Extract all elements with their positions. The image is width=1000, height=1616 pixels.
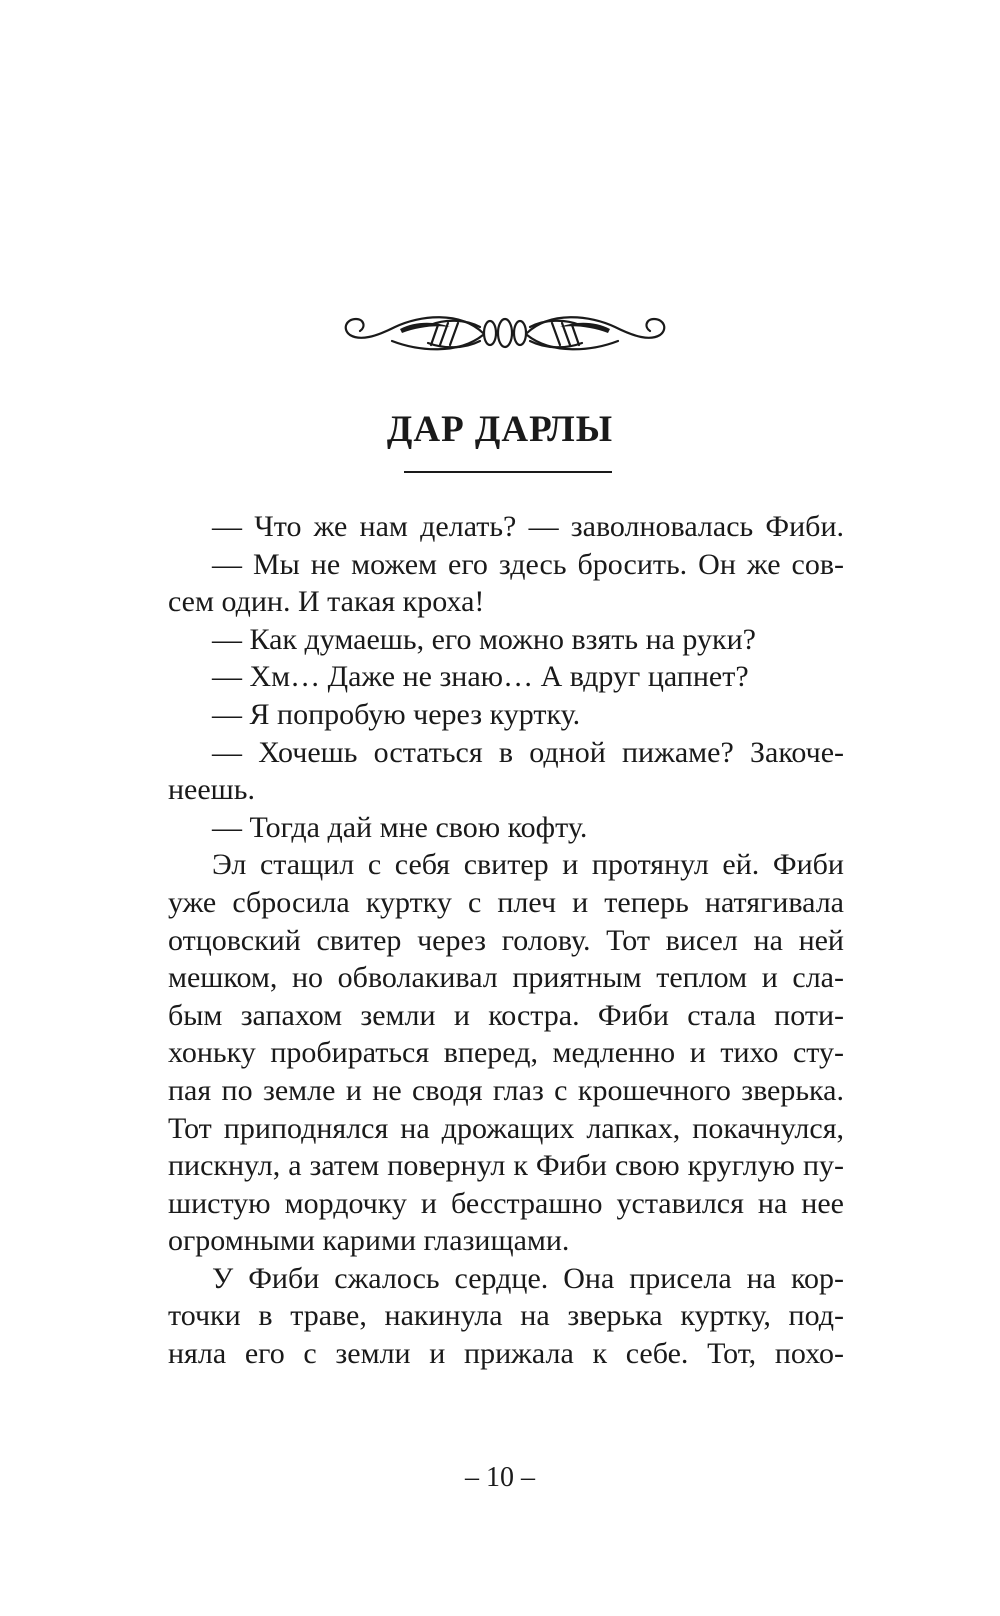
text-line: — Мы не можем его здесь бросить. Он же сов-	[212, 547, 844, 581]
text-line: — Я попробую через куртку.	[212, 697, 581, 731]
ornament-divider-icon	[340, 305, 670, 365]
text-line: шистую мордочку и бесстрашно уставился на нее	[168, 1186, 844, 1220]
text-line: бым запахом земли и костра. Фиби стала поти-	[168, 998, 844, 1032]
text-line: пая по земле и не сводя глаз с крошечного зверька.	[168, 1073, 844, 1107]
text-line: — Как думаешь, его можно взять на руки?	[212, 622, 756, 656]
text-line: — Тогда дай мне свою кофту.	[212, 810, 588, 844]
text-line: няла его с земли и прижала к себе. Тот, похо-	[168, 1337, 844, 1371]
text-line: мешком, но обволакивал приятным теплом и сла-	[168, 961, 844, 995]
text-line: пискнул, а затем повернул к Фиби свою круглую пу-	[168, 1149, 844, 1183]
text-line: отцовский свитер через голову. Тот висел на ней	[168, 923, 844, 957]
text-line: огромными карими глазищами.	[168, 1224, 570, 1258]
text-line: точки в траве, накинула на зверька куртку, под-	[168, 1299, 844, 1333]
text-line: — Хм… Даже не знаю… А вдруг цапнет?	[212, 660, 749, 694]
text-line: хоньку пробираться вперед, медленно и тихо сту-	[168, 1036, 844, 1070]
text-line: сем один. И такая кроха!	[168, 585, 485, 619]
text-line: Тот приподнялся на дрожащих лапках, покачнулся,	[168, 1111, 844, 1145]
text-line: — Что же нам делать? — заволновалась Фиби.	[212, 510, 844, 543]
body-text	[168, 508, 844, 1373]
text-line: — Хочешь остаться в одной пижаме? Закоче-	[212, 735, 844, 769]
text-line: уже сбросила куртку с плеч и теперь натягивала	[168, 885, 844, 919]
title-underline	[404, 471, 612, 473]
page-number: – 10 –	[465, 1462, 535, 1493]
text-line: Эл стащил с себя свитер и протянул ей. Фиби	[212, 848, 844, 882]
text-line: неешь.	[168, 773, 255, 807]
text-line: У Фиби сжалось сердце. Она присела на кор-	[212, 1261, 844, 1295]
chapter-title: ДАР ДАРЛЫ	[386, 409, 614, 450]
